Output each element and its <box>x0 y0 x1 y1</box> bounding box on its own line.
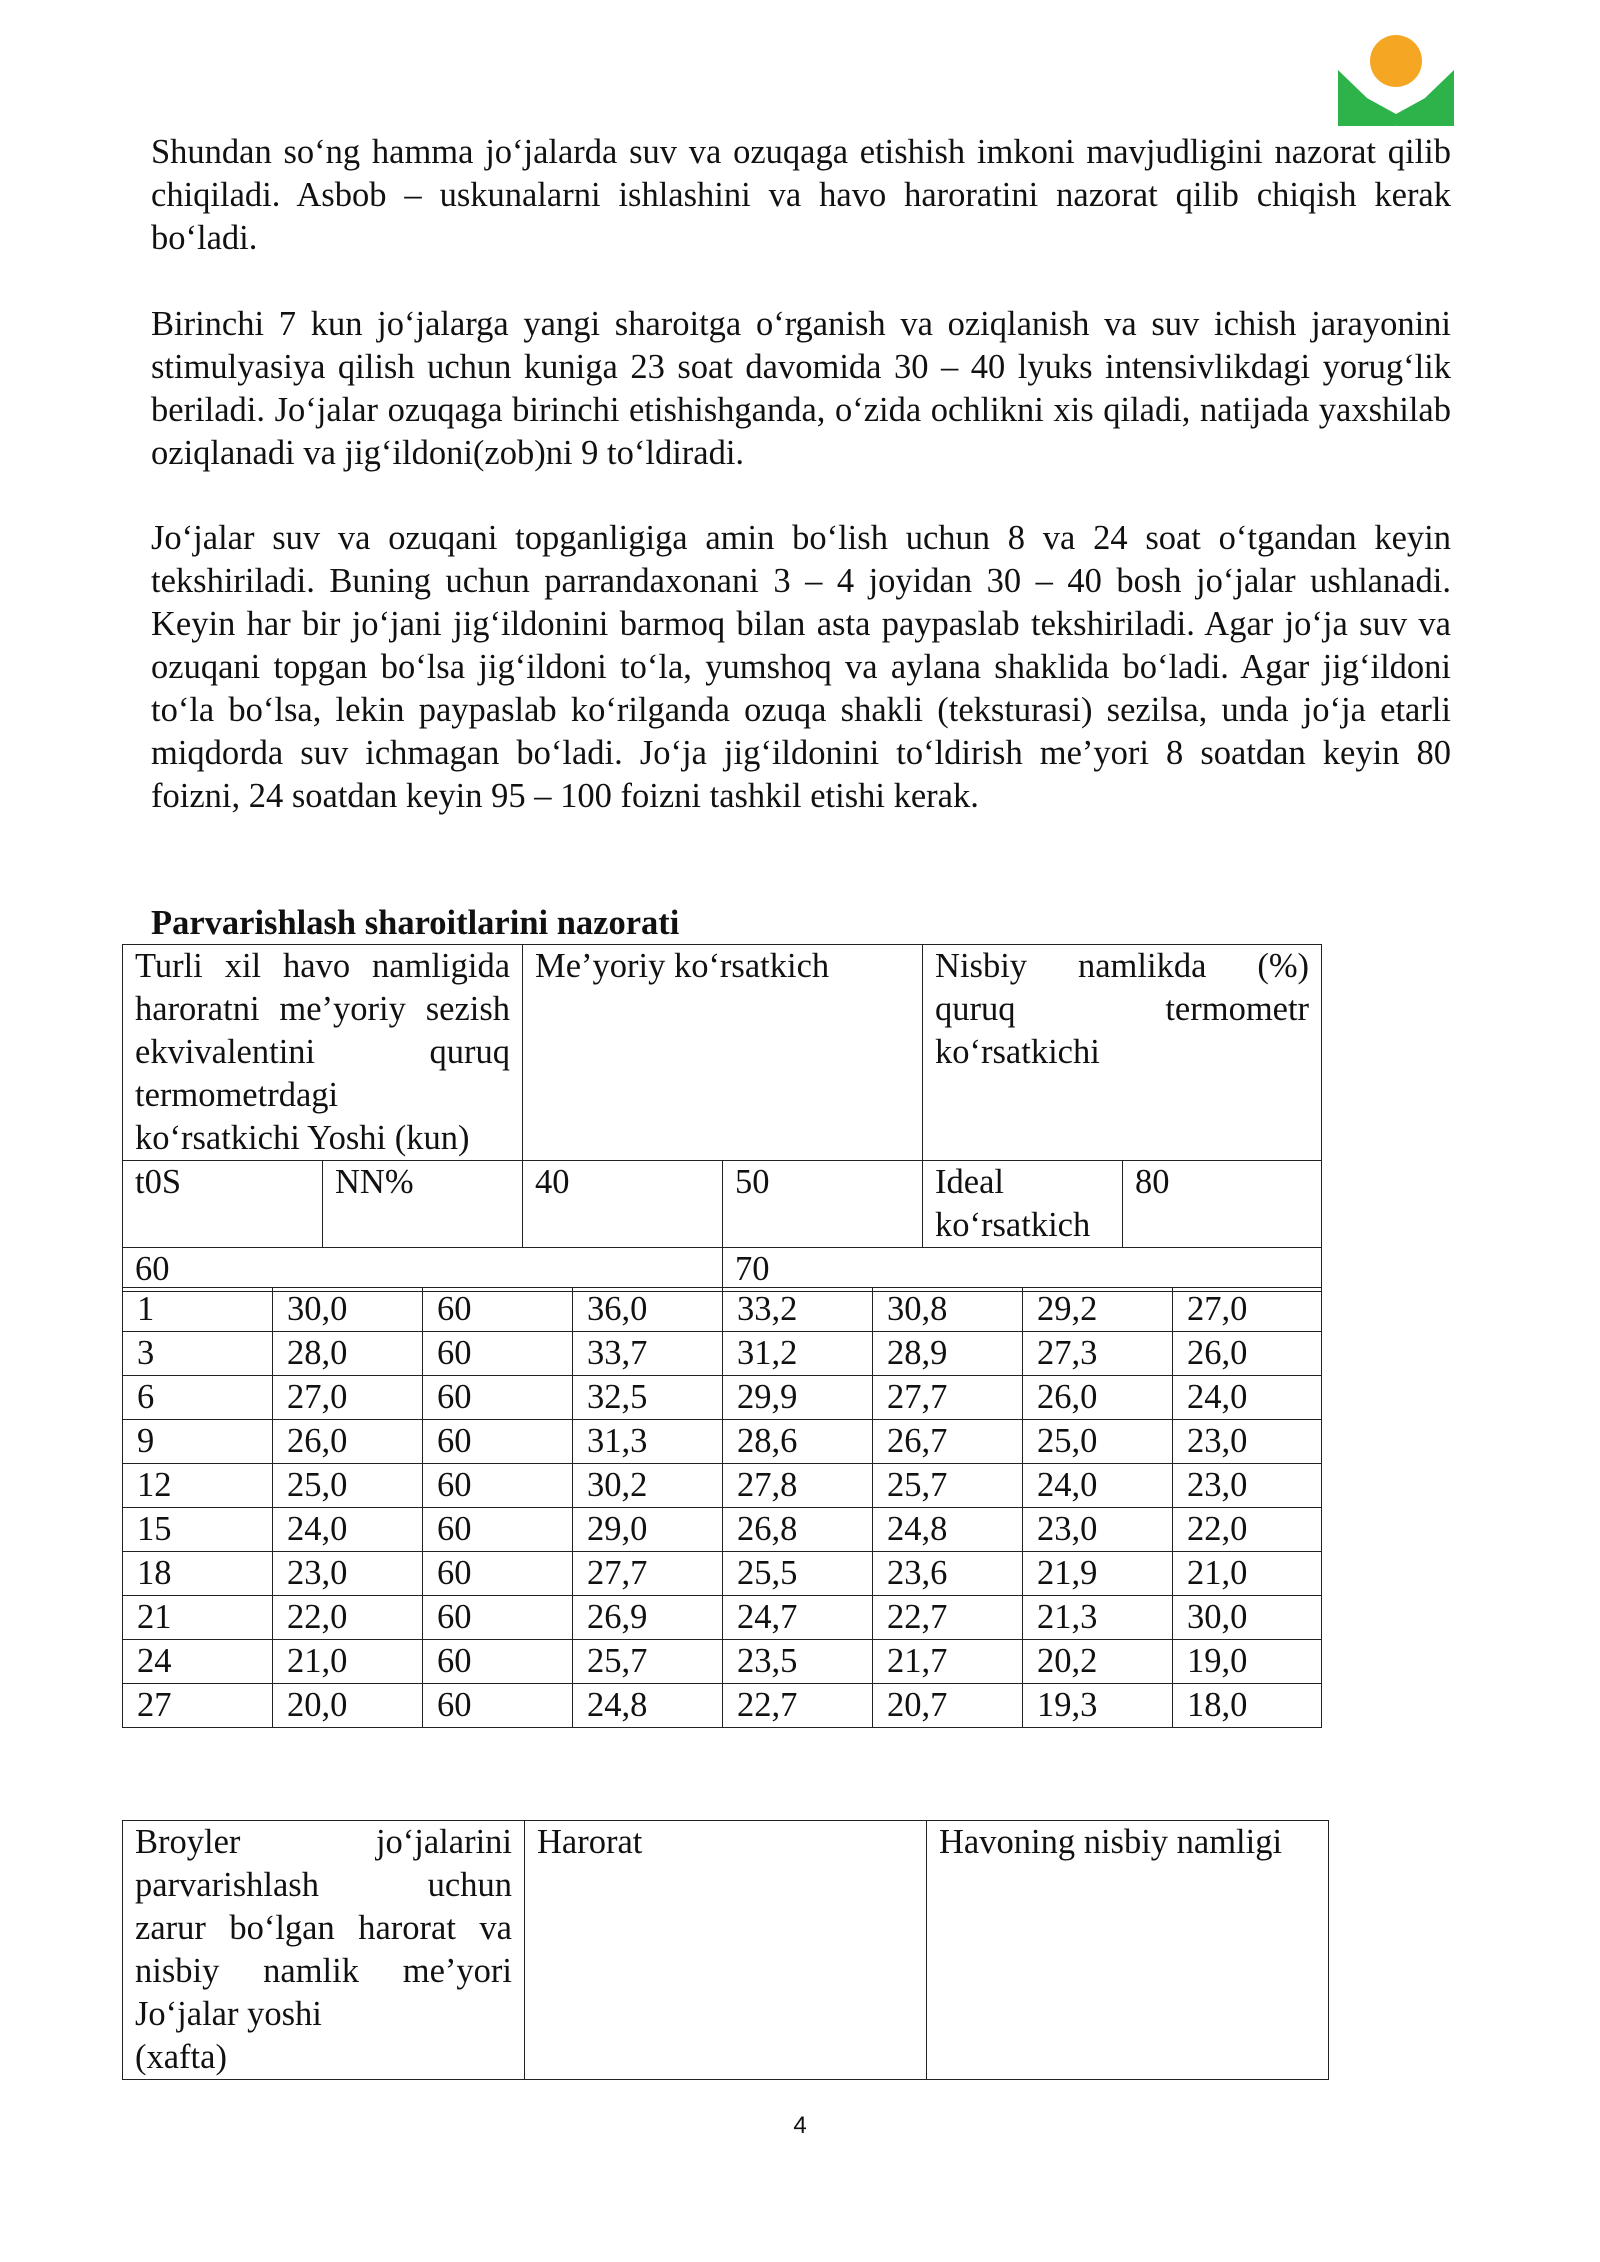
table-cell: 60 <box>423 1332 573 1376</box>
broiler-line: (xafta) <box>135 2038 227 2076</box>
table-broiler-norms <box>122 1820 1329 2080</box>
subheader-60: 60 <box>123 1248 723 1292</box>
table-cell: 21,7 <box>873 1640 1023 1684</box>
table-cell: 9 <box>123 1420 273 1464</box>
table-cell: 22,7 <box>873 1596 1023 1640</box>
table-row <box>123 1464 1322 1508</box>
table-cell: 60 <box>423 1288 573 1332</box>
table-cell: 28,0 <box>273 1332 423 1376</box>
table-cell: 21,3 <box>1023 1596 1173 1640</box>
table-cell: 29,2 <box>1023 1288 1173 1332</box>
table-row <box>123 1508 1322 1552</box>
table-cell: 60 <box>423 1508 573 1552</box>
table-cell: 24,0 <box>1173 1376 1322 1420</box>
table-cell: 22,0 <box>1173 1508 1322 1552</box>
subheader-80: 80 <box>1123 1161 1322 1248</box>
table-cell: 60 <box>423 1684 573 1728</box>
table-cell: 3 <box>123 1332 273 1376</box>
table-cell: 27,0 <box>273 1376 423 1420</box>
table-cell: 25,0 <box>273 1464 423 1508</box>
subheader-50: 50 <box>723 1161 923 1248</box>
table-cell: 24 <box>123 1640 273 1684</box>
table-cell: 27,7 <box>873 1376 1023 1420</box>
table-row <box>123 1684 1322 1728</box>
broiler-line: Broyler jo‘jalarini <box>135 1823 512 1861</box>
paragraph-2: Birinchi 7 kun jo‘jalarga yangi sharoitga o‘rganish va oziqlanish va suv ichish jarayonini stimulyasiya qilish uchun kuniga 23 soat davomida 30 – 40 lyuks intensivlikdagi yorug‘lik beriladi. Jo‘jalar ozuqaga birinchi etishishganda, o‘zida ochlikni xis qiladi, natijada yaxshilab oziqlanadi va jig‘ildoni(zob)ni 9 to‘ldiradi. <box>151 305 1451 472</box>
subheader-temperature: t0S <box>123 1161 323 1248</box>
subheader-40: 40 <box>523 1161 723 1248</box>
publisher-logo <box>1338 34 1454 126</box>
table-row <box>123 1288 1322 1332</box>
table-cell: 24,7 <box>723 1596 873 1640</box>
table-cell: 27,0 <box>1173 1288 1322 1332</box>
subheader-humidity: NN% <box>323 1161 523 1248</box>
table-cell: 33,7 <box>573 1332 723 1376</box>
table-cell: 23,0 <box>1173 1464 1322 1508</box>
broiler-line: zarur bo‘lgan harorat va <box>135 1909 512 1947</box>
paragraph-1: Shundan so‘ng hamma jo‘jalarda suv va ozuqaga etishish imkoni mavjudligini nazorat qilib chiqiladi. Asbob – uskunalarni ishlashini va havo haroratini nazorat qilib chiqish kerak bo‘ladi. <box>151 133 1451 257</box>
table-cell: 29,9 <box>723 1376 873 1420</box>
table-cell: 12 <box>123 1464 273 1508</box>
table-cell: 27,7 <box>573 1552 723 1596</box>
table-row <box>123 1376 1322 1420</box>
table-cell: 18 <box>123 1552 273 1596</box>
table-cell: 26,9 <box>573 1596 723 1640</box>
table-cell: 27 <box>123 1684 273 1728</box>
header-relative-humidity: Nisbiy namlikda (%) quruq termometr ko‘rsatkichi <box>923 945 1322 1161</box>
table-cell: 32,5 <box>573 1376 723 1420</box>
table-cell: 25,7 <box>873 1464 1023 1508</box>
table-row <box>123 1552 1322 1596</box>
broiler-line: Jo‘jalar yoshi <box>135 1995 322 2033</box>
table-cell: 25,5 <box>723 1552 873 1596</box>
page-number: 4 <box>793 2112 807 2139</box>
table-cell: 21,0 <box>273 1640 423 1684</box>
table-cell: 26,8 <box>723 1508 873 1552</box>
table-cell: 26,7 <box>873 1420 1023 1464</box>
table-row <box>123 1640 1322 1684</box>
table-cell: 25,7 <box>573 1640 723 1684</box>
table-cell: 20,2 <box>1023 1640 1173 1684</box>
table-cell: 60 <box>423 1420 573 1464</box>
table-cell: 23,5 <box>723 1640 873 1684</box>
table-cell: 60 <box>423 1552 573 1596</box>
table-cell: 24,8 <box>573 1684 723 1728</box>
table-row <box>123 1332 1322 1376</box>
table-cell: 15 <box>123 1508 273 1552</box>
table-cell: 27,3 <box>1023 1332 1173 1376</box>
paragraph-3: Jo‘jalar suv va ozuqani topganligiga amin bo‘lish uchun 8 va 24 soat o‘tgandan keyin tekshiriladi. Buning uchun parrandaxonani 3 – 4 joyidan 30 – 40 bosh jo‘jalar ushlanadi. Keyin har bir jo‘jani jig‘ildonini barmoq bilan asta paypaslab tekshiriladi. Agar jo‘ja suv va ozuqani topgan bo‘lsa jig‘ildoni to‘la, yumshoq va aylana shaklida bo‘ladi. Agar jig‘ildoni to‘la bo‘lsa, lekin paypaslab ko‘rilganda ozuqa shakli (teksturasi) sezilsa, unda jo‘ja etarli miqdorda suv ichmagan bo‘ladi. Jo‘ja jig‘ildonini to‘ldirish me’yori 8 soatdan keyin 80 foizni, 24 soatdan keyin 95 – 100 foizni tashkil etishi kerak. <box>151 519 1451 815</box>
table-cell: 26,0 <box>1023 1376 1173 1420</box>
table-cell: 33,2 <box>723 1288 873 1332</box>
header-temperature: Harorat <box>525 1821 927 2080</box>
table-temperature-data <box>122 1287 1322 1728</box>
table-cell: 30,0 <box>1173 1596 1322 1640</box>
table-cell: 30,8 <box>873 1288 1023 1332</box>
table-cell: 26,0 <box>273 1420 423 1464</box>
table-cell: 24,0 <box>273 1508 423 1552</box>
table-cell: 19,0 <box>1173 1640 1322 1684</box>
table-cell: 23,0 <box>1173 1420 1322 1464</box>
table-cell: 20,7 <box>873 1684 1023 1728</box>
broiler-line: nisbiy namlik me’yori <box>135 1952 512 1990</box>
table-cell: 24,8 <box>873 1508 1023 1552</box>
table-cell: 25,0 <box>1023 1420 1173 1464</box>
table-cell: 23,0 <box>273 1552 423 1596</box>
table-row <box>123 1596 1322 1640</box>
subheader-70: 70 <box>723 1248 1322 1292</box>
table-cell: 22,0 <box>273 1596 423 1640</box>
table-cell: 28,6 <box>723 1420 873 1464</box>
table-cell: 21,0 <box>1173 1552 1322 1596</box>
table-cell: 27,8 <box>723 1464 873 1508</box>
table-cell: 60 <box>423 1376 573 1420</box>
table-cell: 18,0 <box>1173 1684 1322 1728</box>
section-heading: Parvarishlash sharoitlarini nazorati <box>151 904 680 942</box>
table-cell: 23,6 <box>873 1552 1023 1596</box>
table-cell: 22,7 <box>723 1684 873 1728</box>
table-cell: 26,0 <box>1173 1332 1322 1376</box>
table-cell: 23,0 <box>1023 1508 1173 1552</box>
table-cell: 28,9 <box>873 1332 1023 1376</box>
table-cell: 30,0 <box>273 1288 423 1332</box>
table-cell: 29,0 <box>573 1508 723 1552</box>
table-cell: 60 <box>423 1464 573 1508</box>
table-cell: 30,2 <box>573 1464 723 1508</box>
table-row <box>123 1420 1322 1464</box>
subheader-ideal: Ideal ko‘rsatkich <box>923 1161 1123 1248</box>
header-normative: Me’yoriy ko‘rsatkich <box>523 945 923 1161</box>
table-cell: 19,3 <box>1023 1684 1173 1728</box>
table-cell: 60 <box>423 1596 573 1640</box>
broiler-norms-description <box>123 1821 525 2080</box>
table-cell: 21 <box>123 1596 273 1640</box>
broiler-line: parvarishlash uchun <box>135 1866 512 1904</box>
header-air-humidity: Havoning nisbiy namligi <box>927 1821 1329 2080</box>
table-cell: 20,0 <box>273 1684 423 1728</box>
table-cell: 24,0 <box>1023 1464 1173 1508</box>
table-cell: 21,9 <box>1023 1552 1173 1596</box>
table-cell: 1 <box>123 1288 273 1332</box>
table-cell: 6 <box>123 1376 273 1420</box>
table-cell: 31,2 <box>723 1332 873 1376</box>
table-cell: 36,0 <box>573 1288 723 1332</box>
table-cell: 31,3 <box>573 1420 723 1464</box>
table-cell: 60 <box>423 1640 573 1684</box>
table-humidity-header <box>122 944 1322 1292</box>
header-age-description: Turli xil havo namligida haroratni me’yoriy sezish ekvivalentini quruq termometrdagi ko‘rsatkichi Yoshi (kun) <box>123 945 523 1161</box>
